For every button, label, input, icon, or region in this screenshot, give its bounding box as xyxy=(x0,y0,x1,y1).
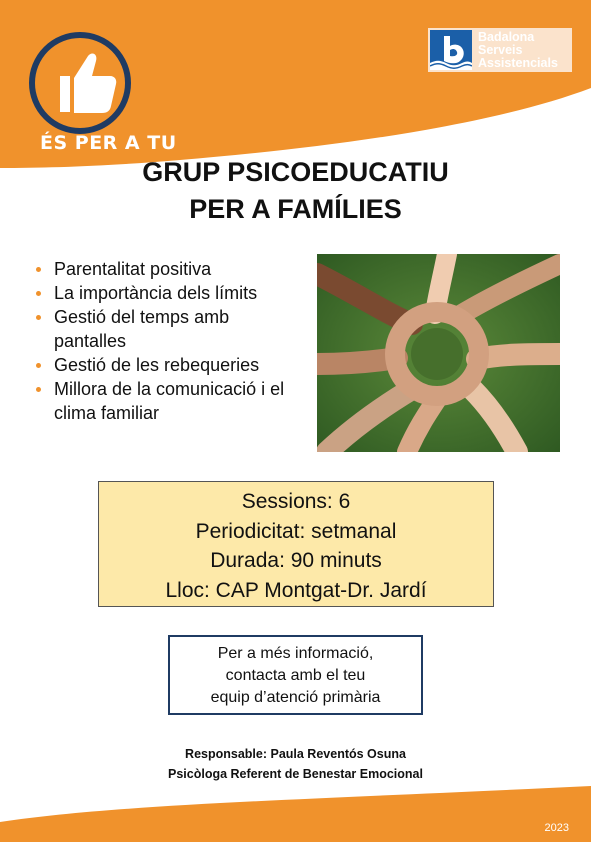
info-line: contacta amb el teu xyxy=(225,667,366,684)
topic-text: La importància dels límits xyxy=(54,283,258,303)
list-item xyxy=(36,305,306,353)
topic-text: Parentalitat positiva xyxy=(54,259,212,279)
joined-hands-photo xyxy=(317,254,560,452)
brand-name xyxy=(478,31,558,70)
duration-text: Durada: 90 minuts xyxy=(210,549,382,572)
location-text: Lloc: CAP Montgat-Dr. Jardí xyxy=(165,578,427,602)
es-per-a-tu-logo xyxy=(22,28,177,154)
responsible-credits xyxy=(0,744,591,784)
footer-band xyxy=(0,782,591,842)
list-item xyxy=(36,257,306,281)
brand-line: Badalona xyxy=(478,30,535,44)
bullet-icon xyxy=(36,363,41,368)
brand-line: Assistencials xyxy=(478,56,558,70)
badalona-serveis-assistencials-logo xyxy=(428,28,572,72)
info-line: Per a més informació, xyxy=(217,645,374,662)
logo-text: ÉS PER A TU xyxy=(40,132,177,154)
year-label: 2023 xyxy=(544,822,569,834)
session-details-box xyxy=(98,481,494,607)
page-title xyxy=(0,154,591,228)
bullet-icon xyxy=(36,387,41,392)
thumbs-up-icon xyxy=(22,28,132,138)
bullet-icon xyxy=(36,267,41,272)
topics-list xyxy=(36,257,306,425)
bullet-icon xyxy=(36,291,41,296)
badalona-b-icon xyxy=(430,30,472,70)
responsible-role: Psicòloga Referent de Benestar Emocional xyxy=(168,767,423,781)
topic-text: Millora de la comunicació i el clima familiar xyxy=(54,379,285,423)
list-item xyxy=(36,353,306,377)
topic-text: Gestió del temps amb pantalles xyxy=(54,307,230,351)
list-item xyxy=(36,281,306,305)
responsible-name: Responsable: Paula Reventós Osuna xyxy=(185,747,406,761)
more-info-box xyxy=(168,635,423,715)
periodicity-text: Periodicitat: setmanal xyxy=(195,519,397,543)
bullet-icon xyxy=(36,315,41,320)
topic-text: Gestió de les rebequeries xyxy=(54,355,260,375)
title-line: PER A FAMÍLIES xyxy=(189,194,402,224)
brand-line: Serveis xyxy=(478,43,523,57)
sessions-text: Sessions: 6 xyxy=(241,490,351,513)
title-line: GRUP PSICOEDUCATIU xyxy=(142,157,449,187)
info-line: equip d’atenció primària xyxy=(210,689,381,706)
list-item xyxy=(36,377,306,425)
